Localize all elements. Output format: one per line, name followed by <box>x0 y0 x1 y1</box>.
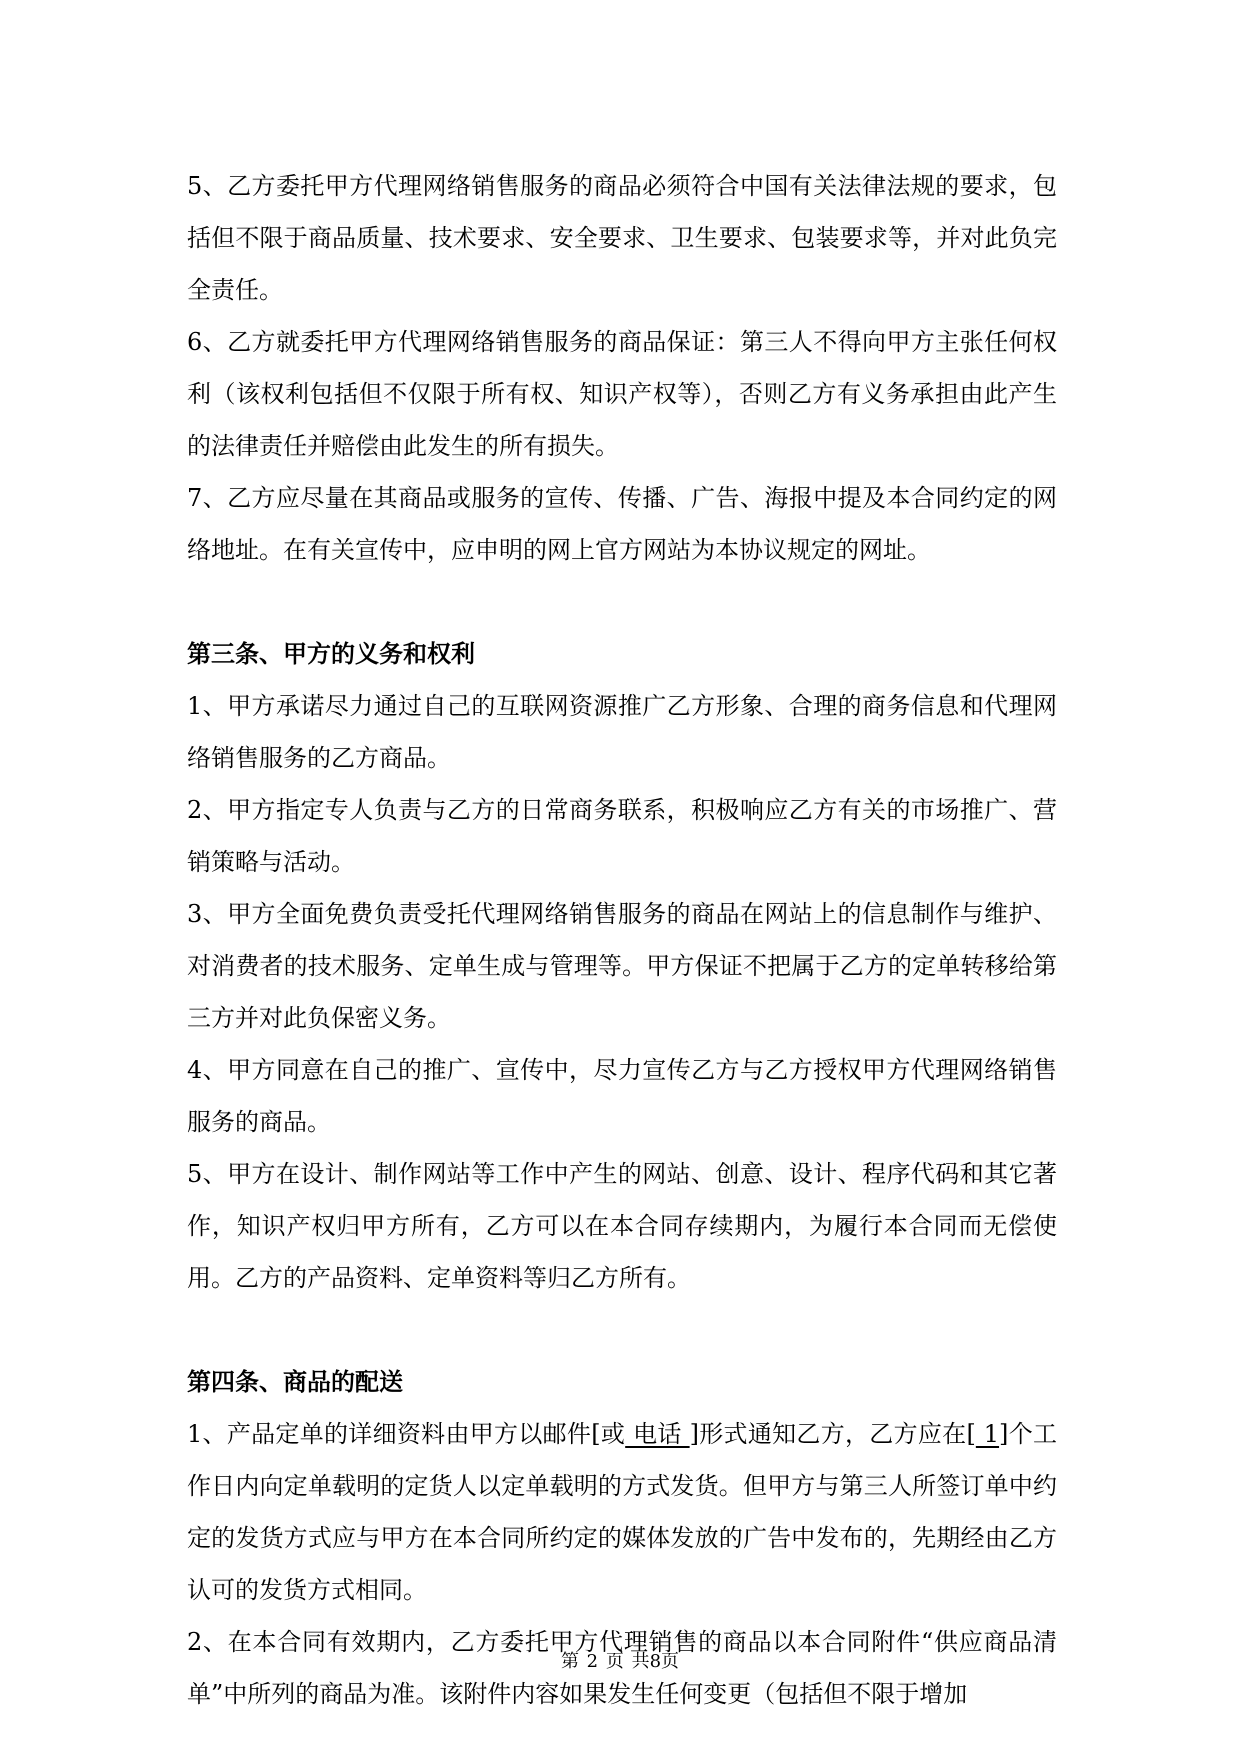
notification-method-field: 电话 <box>625 1420 690 1448</box>
clause-2-5: 5、乙方委托甲方代理网络销售服务的商品必须符合中国有关法律法规的要求，包括但不限于商品质量、技术要求、安全要求、卫生要求、包装要求等，并对此负完全责任。 <box>187 172 1057 304</box>
clause-4-1-text-b: ]形式通知乙方，乙方应在[ <box>689 1420 976 1448</box>
clause-3-1: 1、甲方承诺尽力通过自己的互联网资源推广乙方形象、合理的商务信息和代理网络销售服务的乙方商品。 <box>187 692 1057 772</box>
section-spacer <box>187 1304 1057 1356</box>
clause-2-6: 6、乙方就委托甲方代理网络销售服务的商品保证：第三人不得向甲方主张任何权利（该权利包括但不仅限于所有权、知识产权等），否则乙方有义务承担由此产生的法律责任并赔偿由此发生的所有损失。 <box>187 328 1057 460</box>
clause-3-2: 2、甲方指定专人负责与乙方的日常商务联系，积极响应乙方有关的市场推广、营销策略与活动。 <box>187 796 1057 876</box>
section-three-heading: 第三条、甲方的义务和权利 <box>187 639 475 668</box>
clause-3-5: 5、甲方在设计、制作网站等工作中产生的网站、创意、设计、程序代码和其它著作，知识产权归甲方所有，乙方可以在本合同存续期内，为履行本合同而无偿使用。乙方的产品资料、定单资料等归乙方所有。 <box>187 1160 1057 1292</box>
clause-4-1-text-c: ]个工作日内向定单载明的定货人以定单载明的方式发货。但甲方与第三人所签订单中约定的发货方式应与甲方在本合同所约定的媒体发放的广告中发布的，先期经由乙方认可的发货方式相同。 <box>187 1420 1057 1604</box>
clause-3-3: 3、甲方全面免费负责受托代理网络销售服务的商品在网站上的信息制作与维护、对消费者的技术服务、定单生成与管理等。甲方保证不把属于乙方的定单转移给第三方并对此负保密义务。 <box>187 900 1057 1032</box>
section-four-heading: 第四条、商品的配送 <box>187 1367 403 1396</box>
clause-3-4: 4、甲方同意在自己的推广、宣传中，尽力宣传乙方与乙方授权甲方代理网络销售服务的商品。 <box>187 1056 1057 1136</box>
page-number-footer: 第 2 页 共8页 <box>560 1651 680 1672</box>
clause-4-1-text-a: 1、产品定单的详细资料由甲方以邮件[或 <box>187 1420 626 1448</box>
clause-2-7: 7、乙方应尽量在其商品或服务的宣传、传播、广告、海报中提及本合同约定的网络地址。在有关宣传中，应申明的网上官方网站为本协议规定的网址。 <box>187 484 1057 564</box>
clause-4-2: 2、在本合同有效期内，乙方委托甲方代理销售的商品以本合同附件“供应商品清单”中所列的商品为准。该附件内容如果发生任何变更（包括但不限于增加 <box>187 1628 1057 1708</box>
working-days-field: 1 <box>975 1420 1000 1448</box>
section-spacer <box>187 576 1057 628</box>
document-body <box>187 160 1057 1720</box>
clause-4-1 <box>187 1408 1057 1616</box>
